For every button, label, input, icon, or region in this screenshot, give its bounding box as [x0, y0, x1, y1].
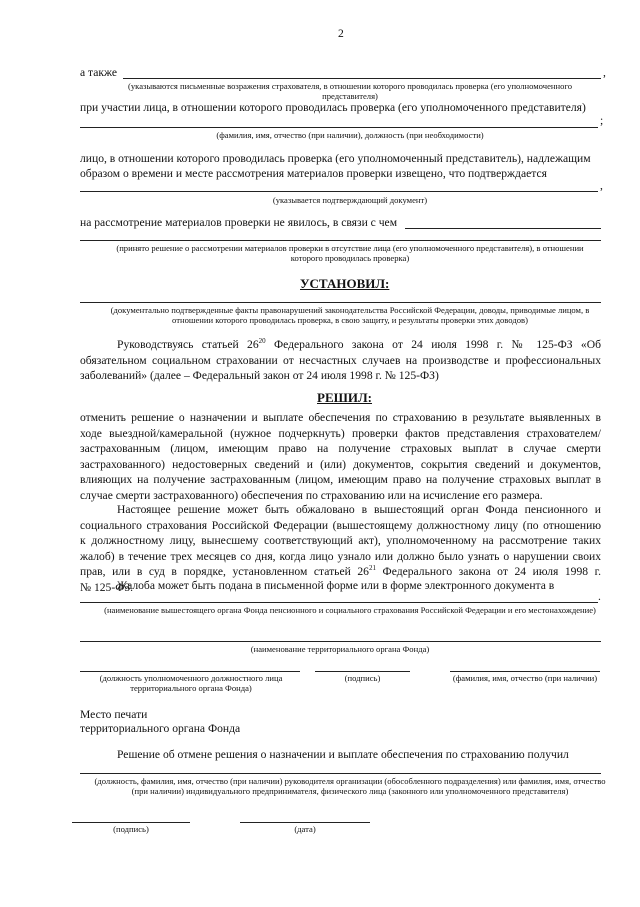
- notified-end: ,: [600, 179, 603, 192]
- decision-line-6: случае смерти застрахованного) обеспечения по страхованию или на исчисление его размера.: [80, 488, 543, 502]
- bottom-signature-caption: (подпись): [113, 824, 149, 834]
- territorial-caption: (наименование территориального органа Фонда): [250, 644, 430, 654]
- received-line: Решение об отмене решения о назначении и выплате обеспечения по страхованию получил: [117, 748, 569, 761]
- notified-caption: (указывается подтверждающий документ): [272, 195, 428, 205]
- decision-line-5: влияющих на получение застрахованным (лицом, имеющим право на получение страховых выплат в: [80, 473, 601, 487]
- stamp-line-1: Место печати: [80, 708, 148, 721]
- decision-line-3: застрахованным (лицом, имеющим право на получение страховых выплат в случае смерти: [80, 442, 601, 456]
- also-end: ,: [603, 66, 606, 79]
- higher-body-caption: (наименование вышестоящего органа Фонда пенсионного и социального страхования Российской Федерации и его местонахождение): [104, 605, 596, 615]
- stamp-line-2: территориального органа Фонда: [80, 722, 241, 735]
- signature-caption: (подпись): [344, 673, 381, 683]
- decision-paragraph: [80, 410, 601, 504]
- guided-line-1: Руководствуясь статьей $26^{20}$ Федерального закона от 24 июля 1998 г. № 125-ФЗ «Об: [117, 337, 601, 351]
- appeal-line-5: прав, или в суд в порядке, установленном статьей $26^{21}$ Федерального закона от 24 июля 1998 г.: [80, 564, 601, 579]
- appeal-line-1: Настоящее решение может быть обжаловано в вышестоящий орган Фонда пенсионного и: [117, 503, 601, 516]
- also-fill-line: [123, 78, 601, 79]
- guided-line-2: обязательном социальном страховании от несчастных случаев на производстве и профессиональных: [80, 353, 601, 367]
- appeal-line-4: жалоб) в течение трех месяцев со дня, когда лицо узнало или должно было узнать о нарушении своих: [80, 549, 601, 563]
- territorial-fill-line: [80, 641, 601, 642]
- participation-caption: (фамилия, имя, отчество (при наличии), должность (при необходимости): [216, 130, 484, 140]
- notified-line-2: образом о времени и месте рассмотрения материалов проверки извещено, что подтверждается: [80, 167, 547, 180]
- recipient-fill-line: [80, 773, 601, 774]
- notified-line-1: лицо, в отношении которого проводилась проверка (его уполномоченный представитель), надлежащим: [80, 152, 591, 165]
- recipient-caption: (должность, фамилия, имя, отчество (при наличии) руководителя организации (обособленного подразделения) или фамилия, имя, отчество (при наличии) индивидуального предпринимателя, физического лица (законного или уполномоченного представителя): [94, 776, 606, 797]
- fio-caption: (фамилия, имя, отчество (при наличии): [452, 673, 598, 683]
- absent-fill-line-1: [405, 228, 601, 229]
- appeal-line-6: № 125-ФЗ.: [80, 580, 134, 594]
- official-position-line: [80, 671, 300, 672]
- guided-paragraph: [80, 337, 601, 384]
- participation-fill-line: [80, 127, 598, 128]
- decision-line-2: ходе выездной/камеральной (нужное подчеркнуть) проверки фактов представления страхователем/: [80, 426, 601, 440]
- absent-caption: (принято решение о рассмотрении материалов проверки в отсутствие лица (его уполномоченного представителя), в отношении которого проводилась проверка): [116, 243, 584, 264]
- complaint-fill-line: [80, 602, 598, 603]
- notified-fill-line: [80, 191, 598, 192]
- date-line: [240, 822, 370, 823]
- established-heading: УСТАНОВИЛ:: [300, 276, 390, 291]
- complaint-line: Жалоба может быть подана в письменной форме или в форме электронного документа в: [117, 579, 555, 592]
- also-label: а также: [80, 66, 118, 79]
- appeal-line-2: социального страхования Российской Федерации (вышестоящему должностному лицу (по отношению: [80, 518, 601, 532]
- absent-line: на рассмотрение материалов проверки не явилось, в связи с чем: [80, 216, 398, 229]
- guided-line-3: заболеваний» (далее – Федеральный закон от 24 июля 1998 г. № 125-ФЗ): [80, 369, 439, 383]
- absent-fill-line-2: [80, 240, 601, 241]
- decision-line-1: отменить решение о назначении и выплате обеспечения по страхованию в результате выявленных в: [80, 411, 601, 424]
- date-caption: (дата): [294, 824, 316, 834]
- participation-end: ;: [600, 114, 604, 127]
- participation-line: при участии лица, в отношении которого проводилась проверка (его уполномоченного представителя): [80, 101, 586, 114]
- official-position-caption: (должность уполномоченного должностного лица территориального органа Фонда): [99, 673, 283, 694]
- fio-line: [450, 671, 600, 672]
- bottom-signature-line: [72, 822, 190, 823]
- established-fill-line: [80, 302, 601, 303]
- page-number: 2: [338, 27, 344, 40]
- also-caption: (указываются письменные возражения страхователя, в отношении которого проводилась проверка (его уполномоченного представителя): [127, 81, 572, 102]
- appeal-line-3: к должностному лицу, вынесшему соответствующий акт), уполномоченному на рассмотрение таких: [80, 534, 601, 548]
- decision-line-4: застрахованного) недостоверных сведений и (или) документов, сокрытия сведений и документов,: [80, 457, 601, 471]
- decided-heading: РЕШИЛ:: [317, 390, 373, 405]
- established-caption: (документально подтвержденные факты правонарушений законодательства Российской Федерации, доводы, приводимые лицом, в отношении которого проводилась проверка, в свою защиту, и результаты проверки этих доводов): [110, 305, 590, 326]
- signature-line: [315, 671, 410, 672]
- complaint-end: .: [598, 590, 601, 603]
